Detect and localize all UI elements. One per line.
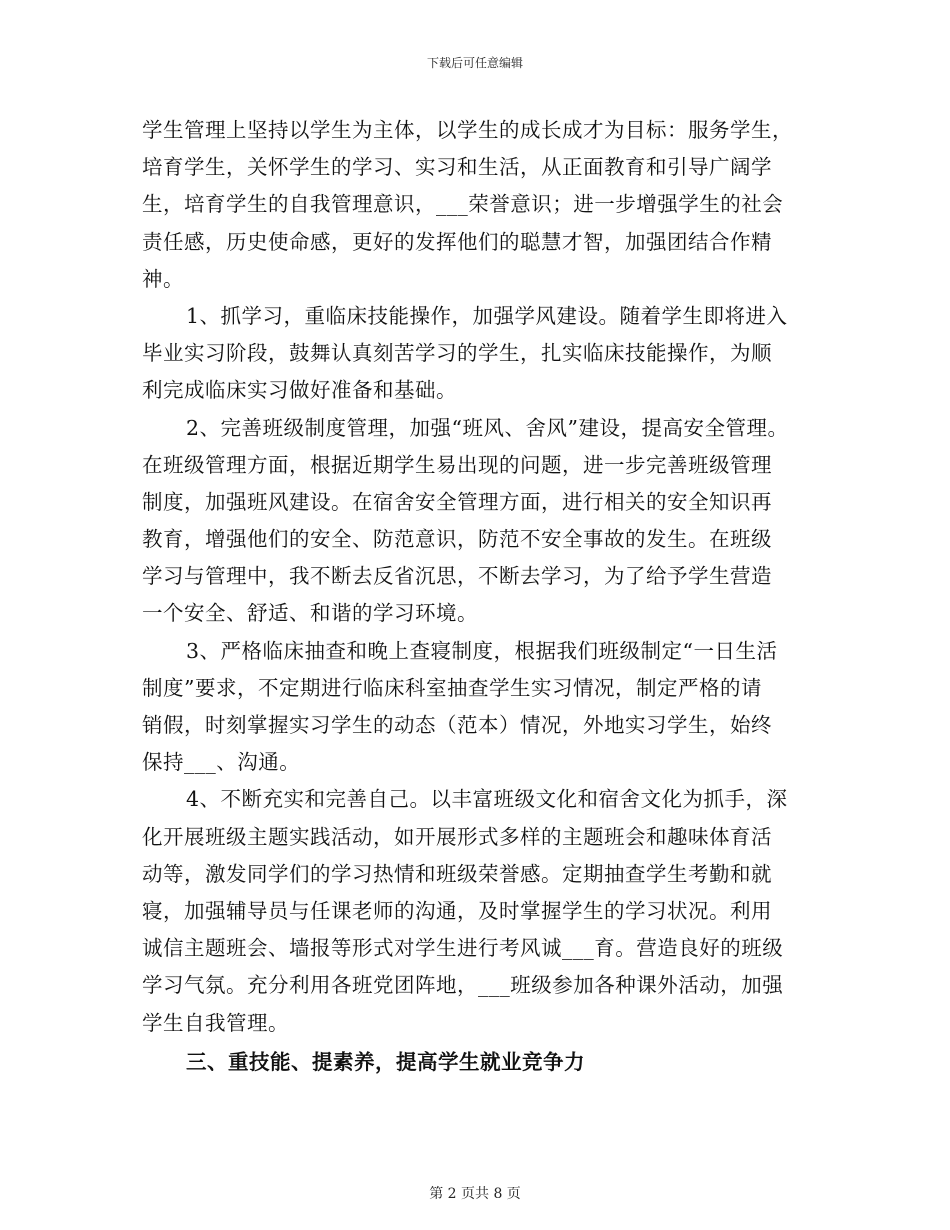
section-heading: 三、重技能、提素养，提高学生就业竞争力 [186, 1049, 585, 1074]
text-line: 在班级管理方面，根据近期学生易出现的问题，进一步完善班级管理 [142, 452, 772, 477]
paragraph-start-1: 1、抓学习，重临床技能操作，加强学风建设。随着学生即将进入 [186, 303, 788, 328]
text-line: 责任感，历史使命感，更好的发挥他们的聪慧才智，加强团结合作精 [142, 229, 772, 254]
text-line: 寝，加强辅导员与任课老师的沟通，及时掌握学生的学习状况。利用 [142, 898, 772, 923]
text-line: 销假，时刻掌握实习学生的动态（范本）情况，外地实习学生，始终 [142, 713, 772, 737]
text-line: 神。 [142, 266, 184, 291]
text-line: 教育，增强他们的安全、防范意识，防范不安全事故的发生。在班级 [142, 527, 772, 552]
text-line: 制度”要求，不定期进行临床科室抽查学生实习情况，制定严格的请 [142, 675, 762, 700]
text-line: 动等，激发同学们的学习热情和班级荣誉感。定期抽查学生考勤和就 [142, 861, 772, 886]
text-line: 制度，加强班风建设。在宿舍安全管理方面，进行相关的安全知识再 [142, 489, 772, 514]
text-line: 化开展班级主题实践活动，如开展形式多样的主题班会和趣味体育活 [142, 824, 772, 849]
text-line: 一个安全、舒适、和谐的学习环境。 [142, 601, 478, 626]
text-line: 学生管理上坚持以学生为主体，以学生的成长成才为目标：服务学生， [142, 118, 793, 142]
text-line: 生，培育学生的自我管理意识，___荣誉意识；进一步增强学生的社会 [142, 192, 784, 217]
text-line: 毕业实习阶段，鼓舞认真刻苦学习的学生，扎实临床技能操作，为顺 [142, 341, 772, 366]
text-line: 保持___、沟通。 [142, 750, 301, 775]
text-line: 诚信主题班会、墙报等形式对学生进行考风诚___育。营造良好的班级 [142, 936, 784, 961]
paragraph-start-4: 4、不断充实和完善自己。以丰富班级文化和宿舍文化为抓手，深 [186, 787, 788, 812]
page-header: 下载后可任意编辑 [426, 56, 523, 70]
text-line: 学习气氛。充分利用各班党团阵地，___班级参加各种课外活动，加强 [142, 973, 784, 998]
document-body [142, 112, 822, 1081]
text-line: 学生自我管理。 [142, 1010, 289, 1035]
paragraph-start-3: 3、严格临床抽查和晚上查寝制度，根据我们班级制定“一日生活 [186, 638, 778, 663]
page-footer: 第 2 页共 8 页 [429, 1186, 521, 1202]
paragraph-start-2: 2、完善班级制度管理，加强“班风、舍风”建设，提高安全管理。 [186, 415, 789, 440]
text-line: 培育学生，关怀学生的学习、实习和生活，从正面教育和引导广阔学 [142, 155, 772, 180]
text-line: 学习与管理中，我不断去反省沉思，不断去学习，为了给予学生营造 [142, 564, 772, 589]
text-line: 利完成临床实习做好准备和基础。 [142, 378, 457, 403]
